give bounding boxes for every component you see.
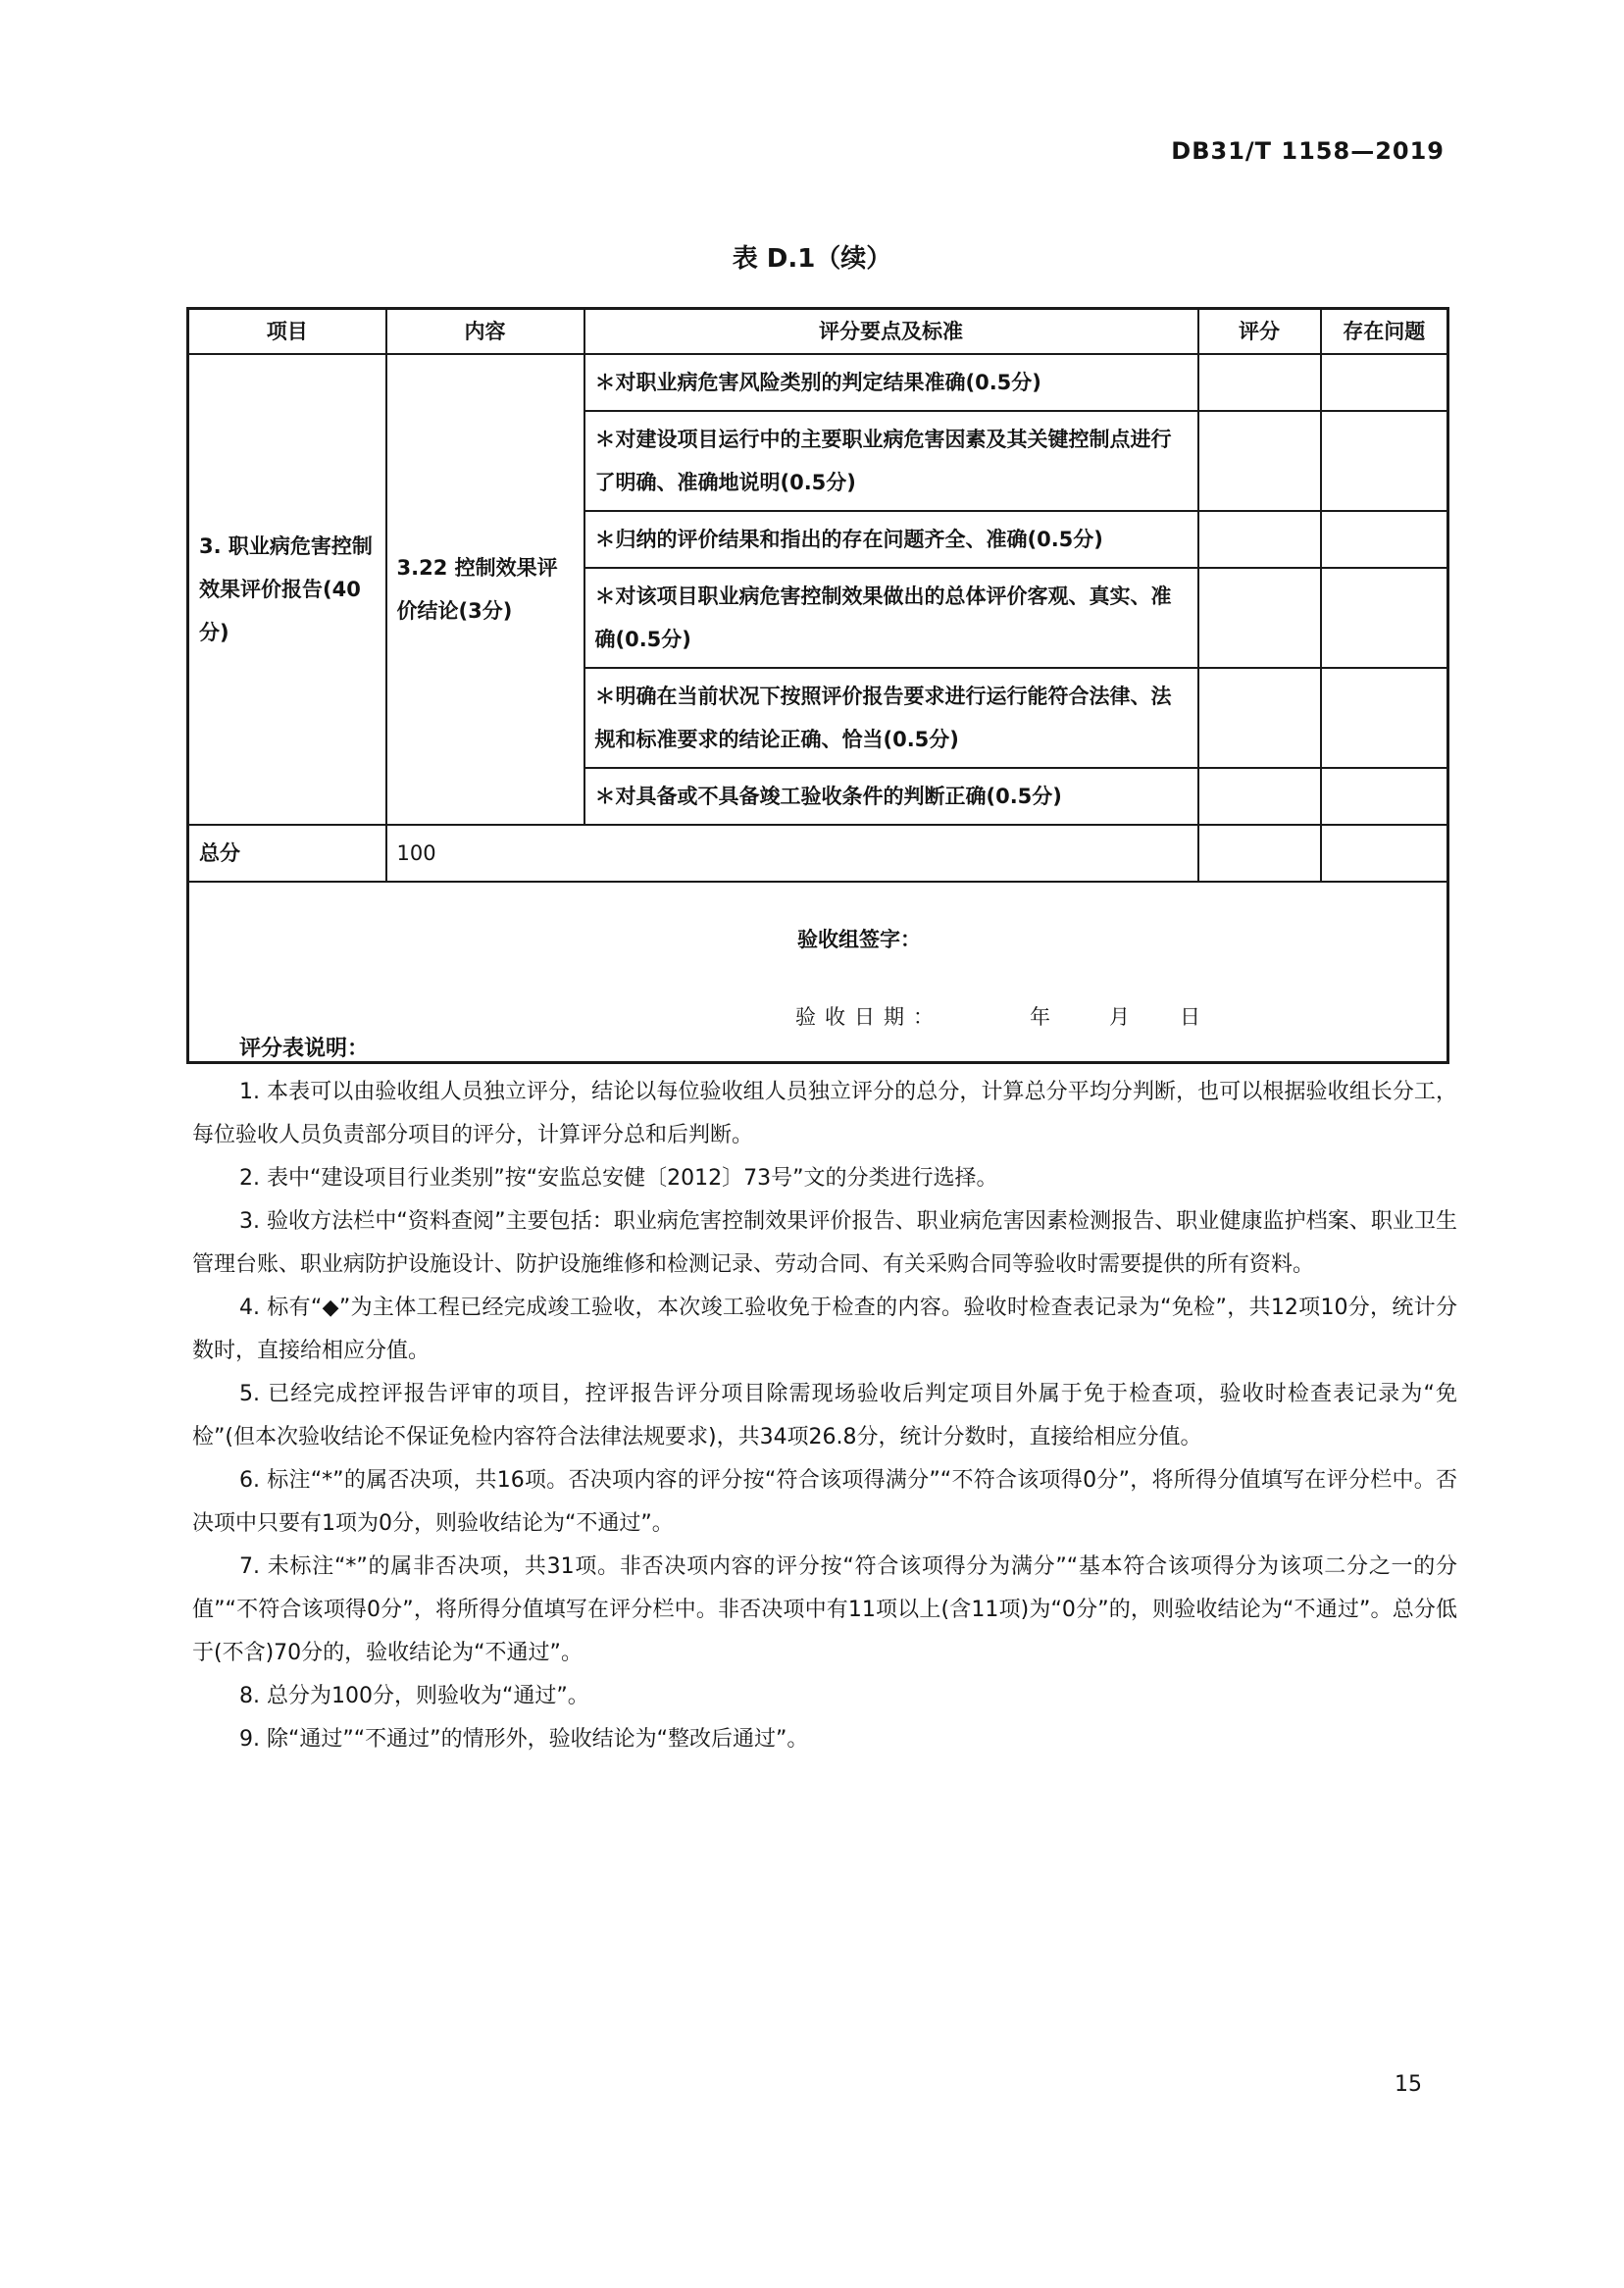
score-cell[interactable]	[1198, 411, 1321, 511]
total-value: 100	[386, 825, 1198, 882]
scoring-table	[186, 307, 1449, 1064]
note-item: 4. 标有“◆”为主体工程已经完成竣工验收，本次竣工验收免于检查的内容。验收时检查表记录为“免检”，共12项10分，统计分数时，直接给相应分值。	[192, 1296, 1457, 1363]
note-item: 5. 已经完成控评报告评审的项目，控评报告评分项目除需现场验收后判定项目外属于免于检查项，验收时检查表记录为“免检”(但本次验收结论不保证免检内容符合法律法规要求)，共34项26.8分，统计分数时，直接给相应分值。	[192, 1382, 1457, 1449]
criterion-1: ＊对职业病危害风险类别的判定结果准确(0.5分)	[584, 354, 1198, 411]
total-row	[188, 825, 1448, 882]
total-label: 总分	[188, 825, 386, 882]
score-cell[interactable]	[1198, 768, 1321, 825]
content-cell: 3.22 控制效果评价结论(3分)	[386, 354, 584, 825]
header-criteria: 评分要点及标准	[584, 309, 1198, 355]
item-cell: 3. 职业病危害控制效果评价报告(40分)	[188, 354, 386, 825]
date-year: 年	[1030, 1005, 1050, 1029]
note-item: 7. 未标注“*”的属非否决项，共31项。非否决项内容的评分按“符合该项得分为满分”“基本符合该项得分为该项二分之一的分值”“不符合该项得0分”，将所得分值填写在评分栏中。非否决项中有11项以上(含11项)为“0分”的，则验收结论为“不通过”。总分低于(不含)70分的，验收结论为“不通过”。	[192, 1554, 1457, 1665]
issue-cell[interactable]	[1321, 768, 1448, 825]
note-item: 8. 总分为100分，则验收为“通过”。	[239, 1684, 589, 1708]
score-cell[interactable]	[1198, 511, 1321, 568]
header-issue: 存在问题	[1321, 309, 1448, 355]
notes-title: 评分表说明：	[239, 1037, 370, 1061]
table-row	[188, 354, 1448, 411]
total-issue-cell[interactable]	[1321, 825, 1448, 882]
criterion-2: ＊对建设项目运行中的主要职业病危害因素及其关键控制点进行了明确、准确地说明(0.5分)	[584, 411, 1198, 511]
header-score: 评分	[1198, 309, 1321, 355]
issue-cell[interactable]	[1321, 411, 1448, 511]
date-month: 月	[1109, 1005, 1130, 1029]
criterion-3: ＊归纳的评价结果和指出的存在问题齐全、准确(0.5分)	[584, 511, 1198, 568]
page-number: 15	[1395, 2072, 1422, 2097]
table-header-row	[188, 309, 1448, 355]
standard-code: DB31/T 1158—2019	[1171, 137, 1445, 165]
issue-cell[interactable]	[1321, 668, 1448, 768]
criterion-6: ＊对具备或不具备竣工验收条件的判断正确(0.5分)	[584, 768, 1198, 825]
note-item: 1. 本表可以由验收组人员独立评分，结论以每位验收组人员独立评分的总分，计算总分平均分判断，也可以根据验收组长分工，每位验收人员负责部分项目的评分，计算评分总和后判断。	[192, 1080, 1457, 1147]
total-score-cell[interactable]	[1198, 825, 1321, 882]
criterion-4: ＊对该项目职业病危害控制效果做出的总体评价客观、真实、准确(0.5分)	[584, 568, 1198, 668]
date-label: 验收日期：	[795, 1005, 942, 1029]
issue-cell[interactable]	[1321, 568, 1448, 668]
note-item: 6. 标注“*”的属否决项，共16项。否决项内容的评分按“符合该项得满分”“不符合该项得0分”，将所得分值填写在评分栏中。否决项中只要有1项为0分，则验收结论为“不通过”。	[192, 1468, 1457, 1536]
table-title: 表 D.1（续）	[732, 244, 892, 274]
note-item: 3. 验收方法栏中“资料查阅”主要包括：职业病危害控制效果评价报告、职业病危害因素检测报告、职业健康监护档案、职业卫生管理台账、职业病防护设施设计、防护设施维修和检测记录、劳动合同、有关采购合同等验收时需要提供的所有资料。	[192, 1209, 1457, 1277]
date-day: 日	[1180, 1005, 1200, 1029]
score-cell[interactable]	[1198, 668, 1321, 768]
criterion-5: ＊明确在当前状况下按照评价报告要求进行运行能符合法律、法规和标准要求的结论正确、恰当(0.5分)	[584, 668, 1198, 768]
score-cell[interactable]	[1198, 354, 1321, 411]
header-content: 内容	[386, 309, 584, 355]
issue-cell[interactable]	[1321, 354, 1448, 411]
note-item: 9. 除“通过”“不通过”的情形外，验收结论为“整改后通过”。	[239, 1727, 809, 1752]
note-item: 2. 表中“建设项目行业类别”按“安监总安健〔2012〕73号”文的分类进行选择。	[239, 1166, 998, 1191]
signature-label: 验收组签字：	[797, 928, 921, 951]
notes-section	[192, 1028, 1457, 1761]
score-cell[interactable]	[1198, 568, 1321, 668]
header-item: 项目	[188, 309, 386, 355]
issue-cell[interactable]	[1321, 511, 1448, 568]
